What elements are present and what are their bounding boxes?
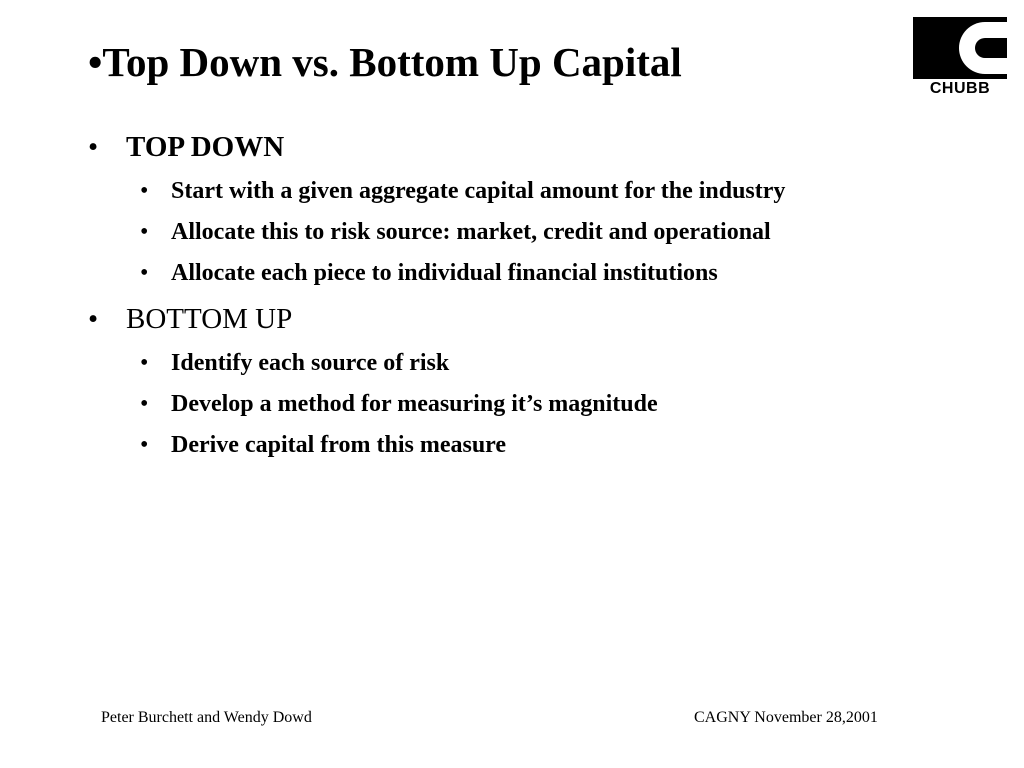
section-heading-top-down	[88, 130, 285, 164]
list-item	[140, 390, 658, 418]
section-heading-text: TOP DOWN	[126, 131, 285, 163]
list-item	[140, 177, 786, 205]
bullet-dot: •	[140, 391, 149, 417]
bullet-dot: •	[140, 350, 149, 376]
footer-event-date: CAGNY November 28,2001	[694, 709, 878, 726]
slide-title	[88, 38, 682, 86]
list-item	[140, 349, 450, 377]
chubb-logo	[913, 17, 1007, 97]
section-heading-text: BOTTOM UP	[126, 303, 293, 335]
title-bullet: •	[88, 39, 103, 85]
list-item-text: Allocate each piece to individual financial institutions	[171, 260, 718, 286]
bullet-dot: •	[140, 432, 149, 458]
logo-wordmark: CHUBB	[929, 80, 991, 97]
list-item-text: Start with a given aggregate capital amount for the industry	[171, 178, 786, 204]
list-item	[140, 259, 718, 287]
bullet-dot: •	[140, 260, 149, 286]
chubb-logo-icon	[913, 17, 1007, 79]
footer-authors: Peter Burchett and Wendy Dowd	[101, 709, 312, 726]
list-item-text: Derive capital from this measure	[171, 432, 507, 458]
list-item-text: Allocate this to risk source: market, credit and operational	[171, 219, 771, 245]
bullet-dot: •	[88, 131, 99, 163]
list-item-text: Develop a method for measuring it’s magnitude	[171, 391, 658, 417]
section-heading-bottom-up	[88, 302, 293, 336]
bullet-dot: •	[140, 219, 149, 245]
list-item	[140, 431, 507, 459]
title-text: Top Down vs. Bottom Up Capital	[102, 39, 682, 85]
bullet-dot: •	[88, 303, 99, 335]
bullet-dot: •	[140, 178, 149, 204]
list-item-text: Identify each source of risk	[171, 350, 450, 376]
list-item	[140, 218, 771, 246]
